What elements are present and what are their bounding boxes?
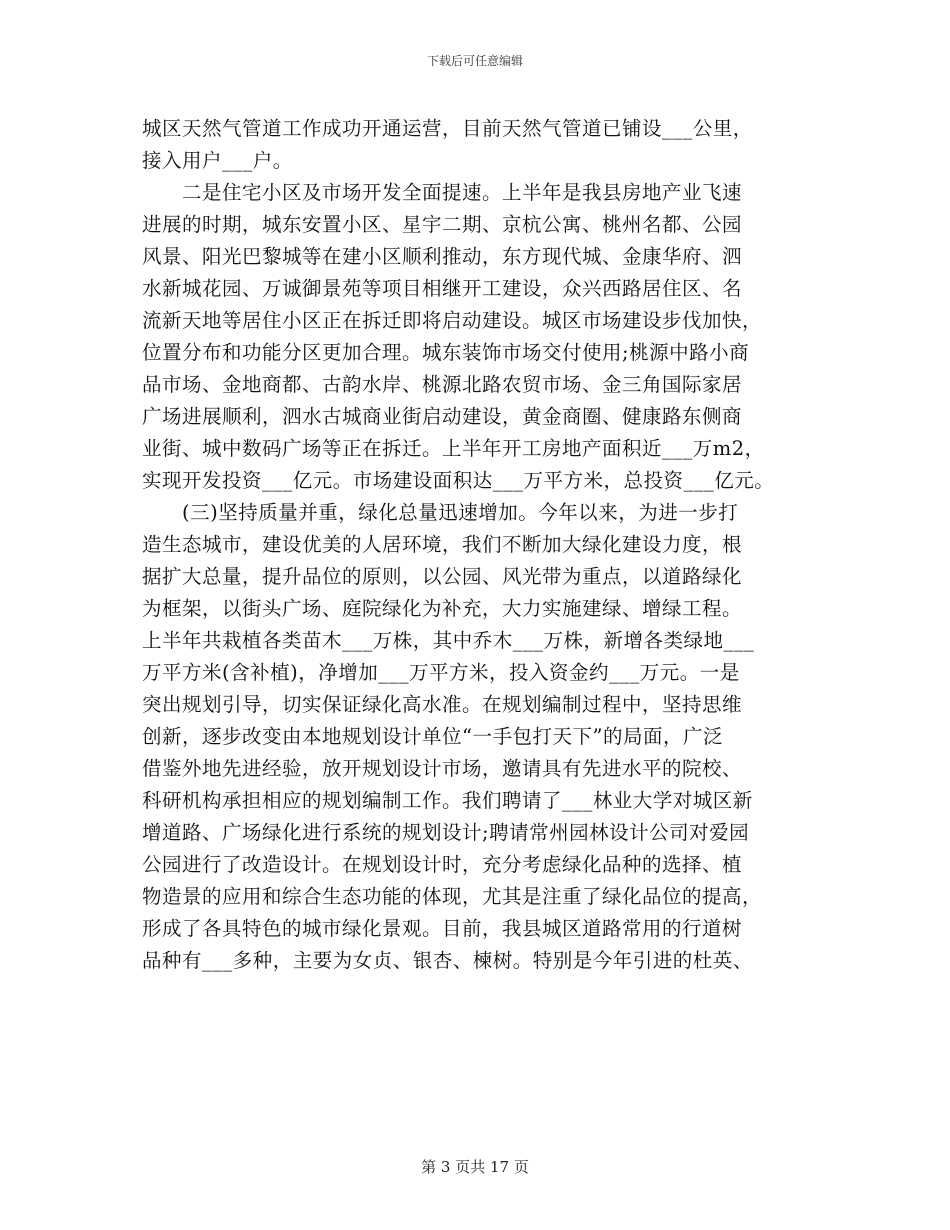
document-body (142, 113, 832, 977)
text-line: 万平方米(含补植)，净增加___万平方米，投入资金约___万元。一是 (142, 661, 740, 684)
text-line: 实现开发投资___亿元。市场建设面积达___万平方米，总投资___亿元。 (142, 469, 775, 492)
text-line: 二是住宅小区及市场开发全面提速。上半年是我县房地产业飞速 (142, 181, 743, 204)
text-line: 品种有___多种，主要为女贞、银杏、楝树。特别是今年引进的杜英、 (142, 949, 753, 972)
text-line: 城区天然气管道工作成功开通运营，目前天然气管道已铺设___公里， (142, 117, 753, 140)
text-line: 创新，逐步改变由本地规划设计单位“一手包打天下”的局面，广泛 (142, 725, 723, 748)
text-line: 流新天地等居住小区正在拆迁即将启动建设。城区市场建设步伐加快， (142, 309, 763, 332)
text-line: 广场进展顺利，泗水古城商业街启动建设，黄金商圈、健康路东侧商 (142, 405, 743, 428)
text-line: 突出规划引导，切实保证绿化高水准。在规划编制过程中，坚持思维 (142, 693, 743, 716)
text-line: 品市场、金地商都、古韵水岸、桃源北路农贸市场、金三角国际家居 (142, 373, 743, 396)
text-line: 业街、城中数码广场等正在拆迁。上半年开工房地产面积近___万m2， (142, 437, 765, 460)
text-line: 物造景的应用和综合生态功能的体现，尤其是注重了绿化品位的提高， (142, 885, 763, 908)
text-line: 科研机构承担相应的规划编制工作。我们聘请了___林业大学对城区新 (142, 789, 753, 812)
page-header: 下载后可任意编辑 (426, 54, 523, 68)
text-line: 接入用户___户。 (142, 149, 293, 172)
text-line: 风景、阳光巴黎城等在建小区顺利推动，东方现代城、金康华府、泗 (142, 245, 743, 268)
text-line: 形成了各具特色的城市绿化景观。目前，我县城区道路常用的行道树 (142, 917, 743, 940)
page-number-footer: 第 3 页共 17 页 (421, 1158, 529, 1176)
text-line: 公园进行了改造设计。在规划设计时，充分考虑绿化品种的选择、植 (142, 853, 743, 876)
text-line: 借鉴外地先进经验，放开规划设计市场，邀请具有先进水平的院校、 (142, 757, 743, 780)
text-line: 位置分布和功能分区更加合理。城东装饰市场交付使用;桃源中路小商 (142, 341, 750, 364)
text-line: 为框架，以街头广场、庭院绿化为补充，大力实施建绿、增绿工程。 (142, 597, 743, 620)
text-line: 据扩大总量，提升品位的原则，以公园、风光带为重点，以道路绿化 (142, 565, 743, 588)
text-line: 增道路、广场绿化进行系统的规划设计;聘请常州园林设计公司对爱园 (142, 821, 750, 844)
text-line: 水新城花园、万诚御景苑等项目相继开工建设，众兴西路居住区、名 (142, 277, 743, 300)
text-line: 上半年共栽植各类苗木___万株，其中乔木___万株，新增各类绿地___ (142, 629, 755, 652)
text-line: 造生态城市，建设优美的人居环境，我们不断加大绿化建设力度，根 (142, 533, 743, 556)
text-line: 进展的时期，城东安置小区、星宇二期、京杭公寓、桃州名都、公园 (142, 213, 743, 236)
text-line: (三)坚持质量并重，绿化总量迅速增加。今年以来，为进一步打 (142, 501, 739, 524)
